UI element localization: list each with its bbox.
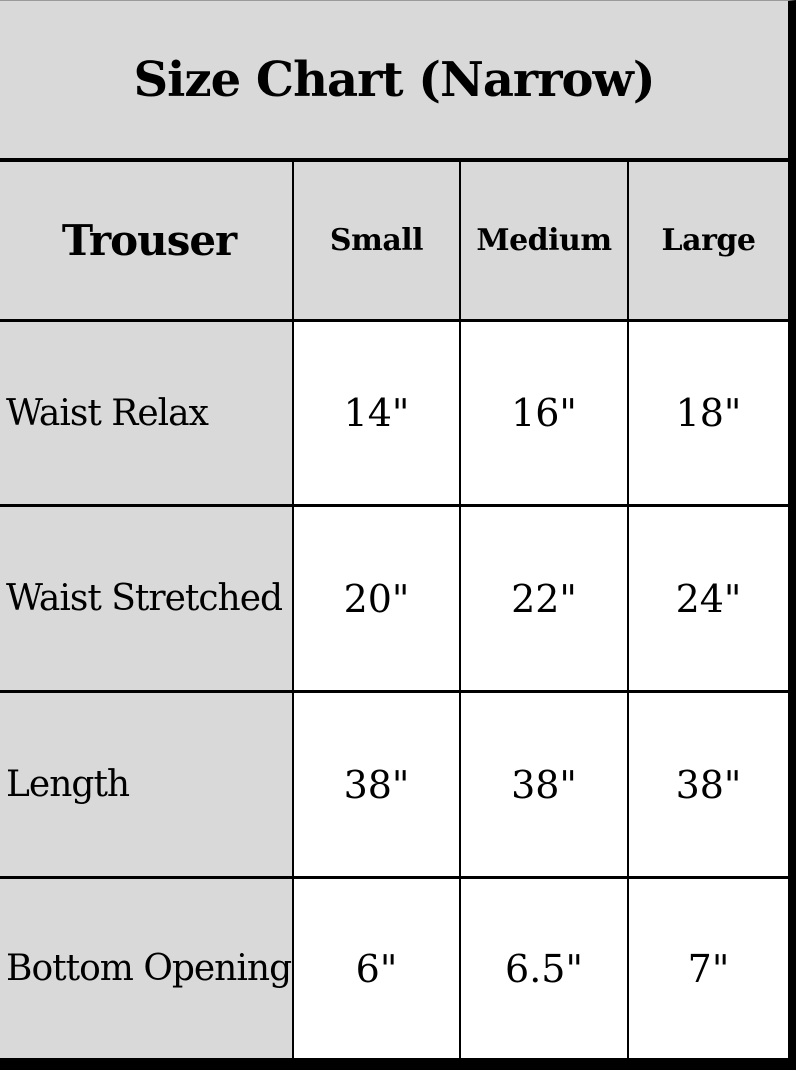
table-cell: 22" — [459, 507, 627, 690]
header-label-small: Small — [329, 223, 424, 258]
header-label-medium: Medium — [476, 223, 612, 258]
table-row-length — [0, 693, 788, 879]
row-label-cell — [0, 507, 292, 690]
table-cell: 7" — [627, 879, 788, 1058]
table-header-row — [0, 162, 788, 322]
row-label-cell — [0, 693, 292, 876]
table-cell: 38" — [292, 693, 459, 876]
row-label-cell — [0, 879, 292, 1058]
table-cell: 38" — [627, 693, 788, 876]
row-label: Bottom Opening — [6, 948, 292, 989]
table-row-bottom-opening — [0, 879, 788, 1058]
table-cell: 38" — [459, 693, 627, 876]
table-cell: 18" — [627, 322, 788, 504]
table-title: Size Chart (Narrow) — [133, 51, 655, 108]
header-cell-medium — [459, 162, 627, 319]
row-label-cell — [0, 322, 292, 504]
header-cell-trouser — [0, 162, 292, 319]
header-cell-small — [292, 162, 459, 319]
row-label: Length — [6, 764, 130, 805]
header-label-large: Large — [661, 223, 756, 258]
row-label: Waist Stretched — [6, 578, 283, 619]
row-label: Waist Relax — [6, 392, 208, 434]
table-cell: 20" — [292, 507, 459, 690]
table-row-waist-stretched — [0, 507, 788, 693]
header-cell-large — [627, 162, 788, 319]
table-title-band — [0, 1, 788, 162]
table-cell: 14" — [292, 322, 459, 504]
table-cell: 6.5" — [459, 879, 627, 1058]
header-label-trouser: Trouser — [61, 216, 237, 265]
table-row-waist-relax — [0, 322, 788, 507]
table-cell: 16" — [459, 322, 627, 504]
table-cell: 6" — [292, 879, 459, 1058]
table-cell: 24" — [627, 507, 788, 690]
